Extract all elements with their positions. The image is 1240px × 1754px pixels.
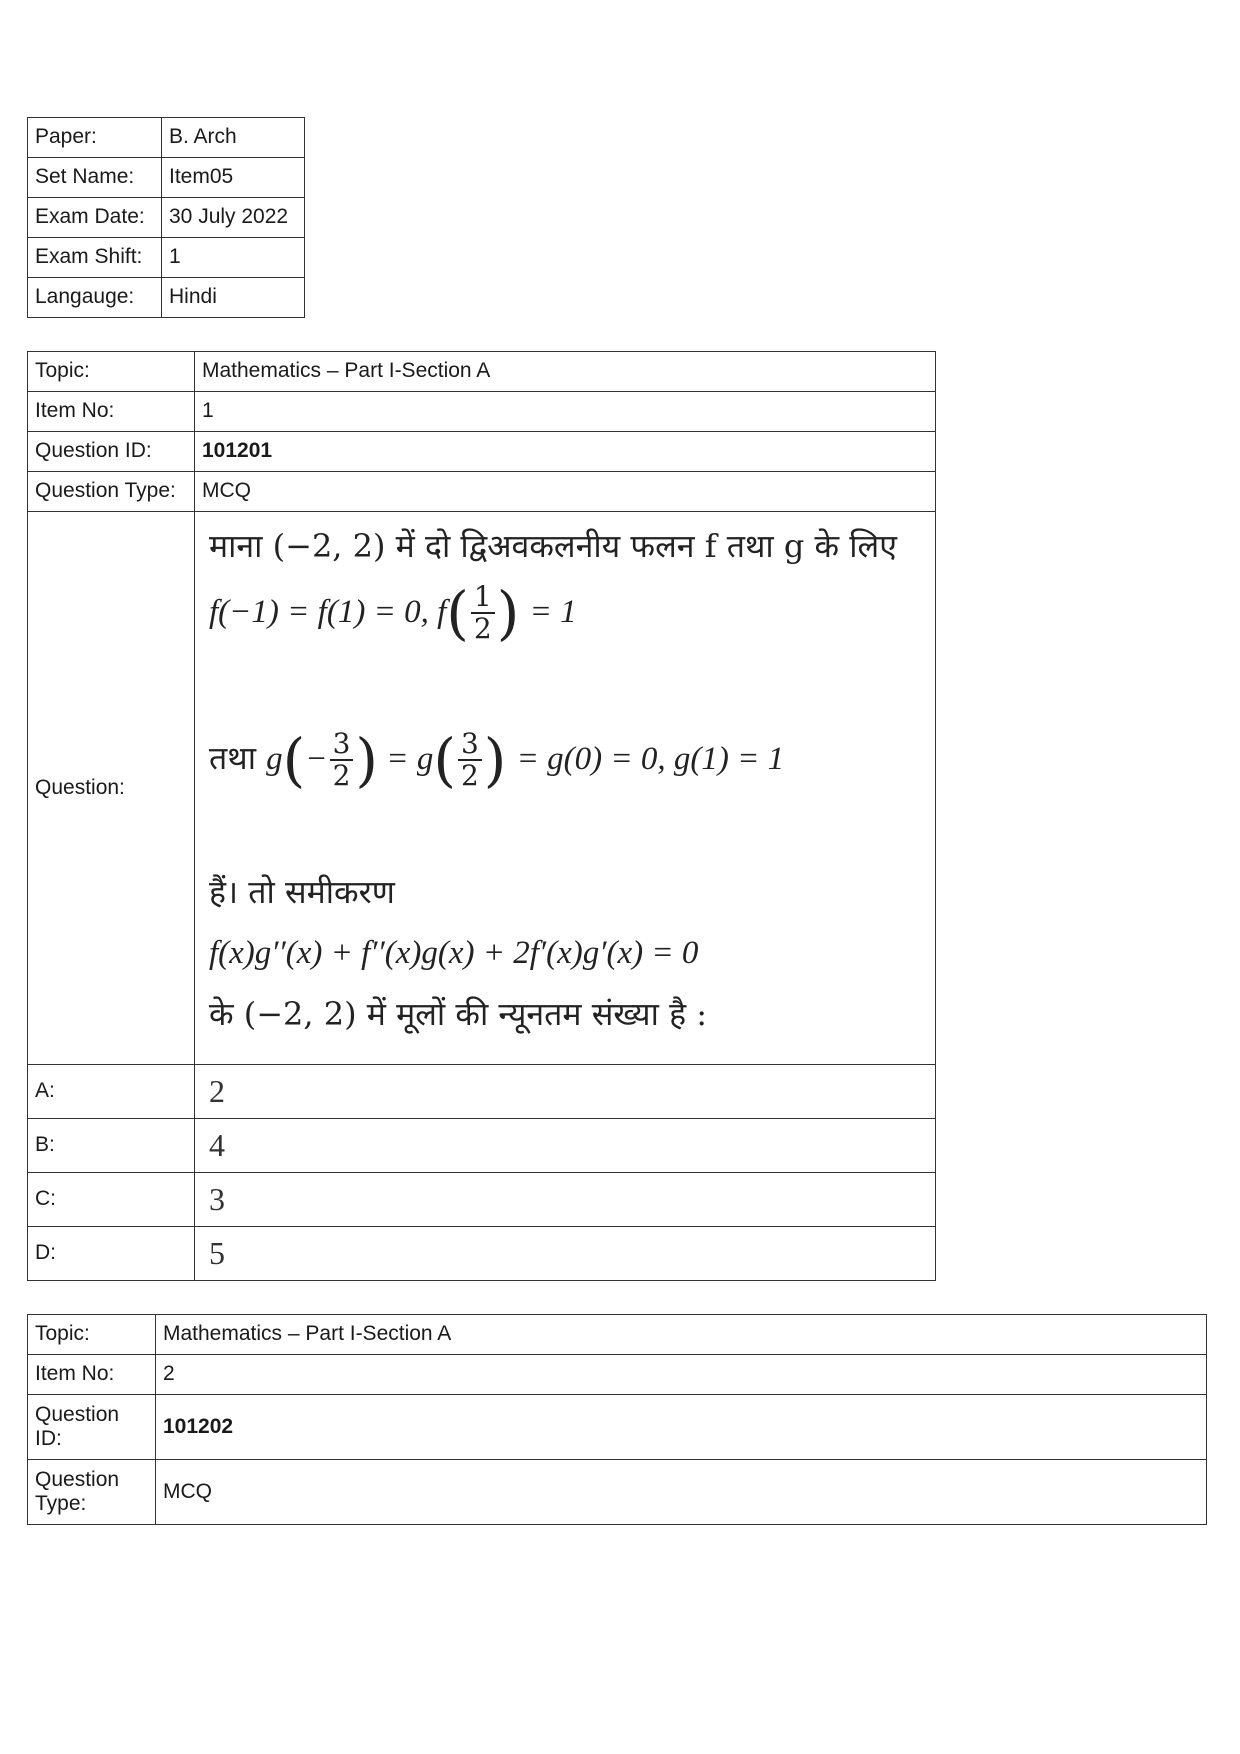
option-c-label: C: xyxy=(28,1173,195,1227)
meta-row-language xyxy=(28,278,305,318)
equals-g: = g xyxy=(378,740,434,777)
q1-question-type: MCQ xyxy=(195,472,936,512)
option-d-value: 5 xyxy=(195,1227,936,1281)
paren-close: ) xyxy=(496,579,520,647)
meta-row-exam-shift xyxy=(28,238,305,278)
q2-question-id: 101202 xyxy=(156,1395,1207,1460)
q1-type-label: Question Type: xyxy=(28,472,195,512)
equation-f-part: f(−1) = f(1) = 0, f xyxy=(209,593,447,630)
meta-value: Item05 xyxy=(162,158,305,198)
fraction-one-half xyxy=(471,579,495,646)
question-line-4: हैं। तो समीकरण xyxy=(209,873,395,911)
question-line-1: माना (−2, 2) में दो द्विअवकलनीय फलन f तथा g के लिए xyxy=(209,527,897,565)
q1-question-row xyxy=(28,512,936,1065)
q1-topic: Mathematics – Part I-Section A xyxy=(195,352,936,392)
fraction-numerator: 1 xyxy=(471,582,495,615)
q1-item-number: 1 xyxy=(195,392,936,432)
tatha-word: तथा xyxy=(209,738,256,777)
equation-f-result: = 1 xyxy=(529,593,577,630)
option-c-value: 3 xyxy=(195,1173,936,1227)
paren-open: ( xyxy=(282,726,306,794)
q1-item-label: Item No: xyxy=(28,392,195,432)
meta-label: Langauge: xyxy=(28,278,162,318)
q2-item-row xyxy=(28,1355,1207,1395)
question-2-table xyxy=(27,1314,1207,1525)
option-c-row xyxy=(28,1173,936,1227)
paren-close: ) xyxy=(355,726,379,794)
q1-question-label: Question: xyxy=(28,512,195,1065)
q1-type-row xyxy=(28,472,936,512)
meta-value: 1 xyxy=(162,238,305,278)
exam-meta-table xyxy=(27,117,305,318)
fraction-denominator: 2 xyxy=(332,759,351,793)
option-b-row xyxy=(28,1119,936,1173)
meta-label: Paper: xyxy=(28,118,162,158)
q1-topic-row xyxy=(28,352,936,392)
option-b-label: B: xyxy=(28,1119,195,1173)
q1-id-label: Question ID: xyxy=(28,432,195,472)
q1-item-row xyxy=(28,392,936,432)
q2-topic: Mathematics – Part I-Section A xyxy=(156,1315,1207,1355)
meta-value: Hindi xyxy=(162,278,305,318)
fraction-numerator: 3 xyxy=(458,729,482,762)
meta-value: 30 July 2022 xyxy=(162,198,305,238)
q2-topic-row xyxy=(28,1315,1207,1355)
fraction-three-halves xyxy=(458,726,482,793)
option-a-row xyxy=(28,1065,936,1119)
q2-question-type: MCQ xyxy=(156,1460,1207,1525)
q2-type-label: Question Type: xyxy=(28,1460,156,1525)
option-d-label: D: xyxy=(28,1227,195,1281)
fraction-three-halves xyxy=(330,726,354,793)
minus-sign: − xyxy=(305,740,328,777)
question-1-table xyxy=(27,351,936,1281)
q2-item-number: 2 xyxy=(156,1355,1207,1395)
meta-label: Set Name: xyxy=(28,158,162,198)
meta-label: Exam Shift: xyxy=(28,238,162,278)
meta-row-exam-date xyxy=(28,198,305,238)
q2-type-row xyxy=(28,1460,1207,1525)
g-symbol: g xyxy=(266,740,283,777)
question-line-2 xyxy=(209,580,577,647)
fraction-numerator: 3 xyxy=(330,729,354,762)
q2-item-label: Item No: xyxy=(28,1355,156,1395)
paren-close: ) xyxy=(483,726,507,794)
q1-question-id: 101201 xyxy=(195,432,936,472)
equation-g-tail: = g(0) = 0, g(1) = 1 xyxy=(516,740,785,777)
q2-id-label: Question ID: xyxy=(28,1395,156,1460)
question-line-3 xyxy=(209,727,784,794)
q2-id-row xyxy=(28,1395,1207,1460)
meta-label: Exam Date: xyxy=(28,198,162,238)
paren-open: ( xyxy=(433,726,456,794)
fraction-denominator: 2 xyxy=(473,612,492,646)
paren-open: ( xyxy=(446,579,469,647)
option-a-label: A: xyxy=(28,1065,195,1119)
question-line-6: के (−2, 2) में मूलों की न्यूनतम संख्या है : xyxy=(209,995,708,1033)
question-line-5-equation: f(x)g′′(x) + f′′(x)g(x) + 2f′(x)g′(x) = 0 xyxy=(209,935,699,971)
q2-topic-label: Topic: xyxy=(28,1315,156,1355)
option-b-value: 4 xyxy=(195,1119,936,1173)
meta-row-set-name xyxy=(28,158,305,198)
question-body xyxy=(195,512,935,1064)
q1-question-cell xyxy=(195,512,936,1065)
fraction-denominator: 2 xyxy=(460,759,479,793)
q1-id-row xyxy=(28,432,936,472)
meta-value: B. Arch xyxy=(162,118,305,158)
option-d-row xyxy=(28,1227,936,1281)
meta-row-paper xyxy=(28,118,305,158)
q1-topic-label: Topic: xyxy=(28,352,195,392)
option-a-value: 2 xyxy=(195,1065,936,1119)
